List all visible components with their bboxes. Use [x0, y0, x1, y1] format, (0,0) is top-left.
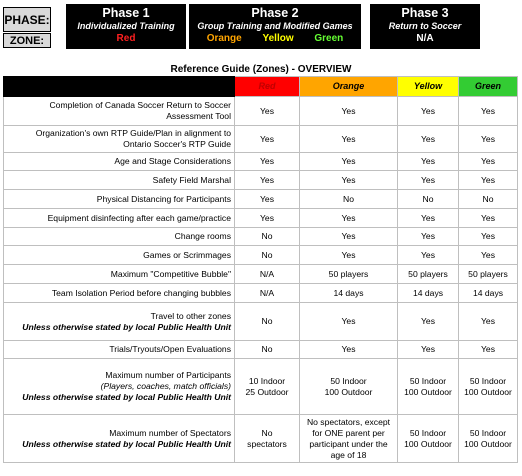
outdoor-value: 100 Outdoor: [464, 438, 512, 449]
cell-orange: Yes: [300, 209, 398, 228]
indoor-value: 10 Indoor: [248, 375, 286, 386]
col-green: Green: [459, 77, 518, 97]
phase-label: PHASE:: [3, 7, 51, 32]
table-row: [4, 190, 518, 209]
cell-green: Yes: [459, 97, 518, 126]
phase-zone: N/A: [416, 33, 434, 44]
table-row: [4, 284, 518, 303]
table-row: [4, 209, 518, 228]
row-label-text: Maximum number of Participants: [105, 370, 231, 380]
phase-1-box: [66, 4, 186, 49]
cell-red: Yes: [235, 190, 300, 209]
cell-red: Yes: [235, 171, 300, 190]
outdoor-value: 100 Outdoor: [404, 438, 452, 449]
cell-yellow: Yes: [398, 246, 459, 265]
cell-yellow: [398, 415, 459, 463]
cell-yellow: Yes: [398, 153, 459, 171]
cell-yellow: Yes: [398, 341, 459, 359]
phase-title: Phase 1: [102, 6, 150, 20]
row-label: Physical Distancing for Participants: [4, 190, 235, 209]
outdoor-value: 100 Outdoor: [324, 386, 373, 397]
cell-orange: Yes: [300, 246, 398, 265]
cell-green: Yes: [459, 341, 518, 359]
phase-zone: Red: [116, 33, 136, 44]
cell-red: Yes: [235, 209, 300, 228]
spectator-value: No: [261, 427, 273, 438]
phase-3-box: [370, 4, 480, 49]
table-row: [4, 153, 518, 171]
cell-orange: Yes: [300, 126, 398, 153]
row-note: Unless otherwise stated by local Public Health Unit: [22, 392, 231, 402]
zone-label: ZONE:: [3, 33, 51, 48]
outdoor-value: 100 Outdoor: [464, 386, 512, 397]
cell-orange: Yes: [300, 171, 398, 190]
phase-subtitle: Return to Soccer: [388, 21, 462, 31]
cell-green: Yes: [459, 209, 518, 228]
cell-green: Yes: [459, 303, 518, 341]
cell-red: Yes: [235, 153, 300, 171]
phase-subtitle: Group Training and Modified Games: [197, 21, 353, 31]
cell-green: Yes: [459, 153, 518, 171]
cell-orange: No: [300, 190, 398, 209]
row-label: Safety Field Marshal: [4, 171, 235, 190]
cell-red: No: [235, 246, 300, 265]
cell-yellow: Yes: [398, 228, 459, 246]
row-sublabel: (Players, coaches, match officials): [100, 381, 231, 391]
row-note: Unless otherwise stated by local Public Health Unit: [22, 321, 231, 332]
phase-zone-green: Green: [314, 33, 344, 44]
cell-orange: Yes: [300, 97, 398, 126]
cell-orange: Yes: [300, 303, 398, 341]
indoor-value: 50 Indoor: [330, 375, 367, 386]
row-label: Games or Scrimmages: [4, 246, 235, 265]
cell-orange: No spectators, except for ONE parent per participant under the age of 18: [300, 415, 398, 463]
cell-yellow: [398, 359, 459, 415]
cell-green: Yes: [459, 228, 518, 246]
row-label: Trials/Tryouts/Open Evaluations: [4, 341, 235, 359]
reference-guide-title: Reference Guide (Zones) - OVERVIEW: [170, 64, 352, 75]
cell-red: N/A: [235, 265, 300, 284]
row-label: Change rooms: [4, 228, 235, 246]
row-label-text: Travel to other zones: [150, 310, 231, 321]
table-row: [4, 97, 518, 126]
cell-yellow: 50 players: [398, 265, 459, 284]
phase-title: Phase 3: [401, 6, 449, 20]
indoor-value: 50 Indoor: [469, 427, 507, 438]
cell-red: Yes: [235, 126, 300, 153]
col-orange: Orange: [300, 77, 398, 97]
row-label: Equipment disinfecting after each game/practice: [4, 209, 235, 228]
row-label: Organization's own RTP Guide/Plan in alignment to Ontario Soccer's RTP Guide: [4, 126, 235, 153]
row-label: [4, 415, 235, 463]
table-header-row: [4, 77, 518, 97]
cell-orange: [300, 359, 398, 415]
phase-zone-orange: Orange: [206, 33, 242, 44]
cell-red: No: [235, 341, 300, 359]
cell-green: [459, 415, 518, 463]
spectator-value: spectators: [247, 438, 287, 449]
col-yellow: Yellow: [398, 77, 459, 97]
indoor-value: 50 Indoor: [409, 427, 447, 438]
cell-yellow: Yes: [398, 171, 459, 190]
cell-red: [235, 359, 300, 415]
cell-red: No: [235, 228, 300, 246]
cell-green: Yes: [459, 126, 518, 153]
cell-yellow: Yes: [398, 209, 459, 228]
cell-yellow: 14 days: [398, 284, 459, 303]
cell-red: [235, 415, 300, 463]
phase-subtitle: Individualized Training: [77, 21, 175, 31]
row-label: Maximum "Competitive Bubble": [4, 265, 235, 284]
col-red: Red: [235, 77, 300, 97]
cell-red: N/A: [235, 284, 300, 303]
cell-orange: Yes: [300, 341, 398, 359]
outdoor-value: 25 Outdoor: [245, 386, 289, 397]
table-row: [4, 246, 518, 265]
reference-guide-table: [3, 76, 518, 463]
indoor-value: 50 Indoor: [409, 375, 447, 386]
row-label: Team Isolation Period before changing bubbles: [4, 284, 235, 303]
cell-green: 50 players: [459, 265, 518, 284]
outdoor-value: 100 Outdoor: [404, 386, 452, 397]
row-label: [4, 359, 235, 415]
row-label-text: Maximum number of Spectators: [109, 427, 231, 438]
row-note: Unless otherwise stated by local Public Health Unit: [22, 438, 231, 449]
cell-green: Yes: [459, 246, 518, 265]
cell-yellow: No: [398, 190, 459, 209]
cell-orange: 14 days: [300, 284, 398, 303]
phase-2-box: [189, 4, 361, 49]
row-label: Age and Stage Considerations: [4, 153, 235, 171]
table-row: [4, 265, 518, 284]
table-row: [4, 415, 518, 463]
table-row: [4, 171, 518, 190]
cell-green: [459, 359, 518, 415]
cell-red: No: [235, 303, 300, 341]
table-row: [4, 228, 518, 246]
cell-green: No: [459, 190, 518, 209]
table-row: [4, 341, 518, 359]
cell-green: Yes: [459, 171, 518, 190]
phase-zone-yellow: Yellow: [262, 33, 294, 44]
row-label: [4, 303, 235, 341]
table-row: [4, 359, 518, 415]
header-blank-cell: [4, 77, 235, 97]
cell-yellow: Yes: [398, 97, 459, 126]
indoor-value: 50 Indoor: [469, 375, 507, 386]
row-label: Completion of Canada Soccer Return to Soccer Assessment Tool: [4, 97, 235, 126]
cell-red: Yes: [235, 97, 300, 126]
cell-yellow: Yes: [398, 126, 459, 153]
table-row: [4, 303, 518, 341]
cell-yellow: Yes: [398, 303, 459, 341]
cell-orange: 50 players: [300, 265, 398, 284]
cell-green: 14 days: [459, 284, 518, 303]
table-row: [4, 126, 518, 153]
cell-orange: Yes: [300, 153, 398, 171]
phase-title: Phase 2: [251, 6, 299, 20]
cell-orange: Yes: [300, 228, 398, 246]
